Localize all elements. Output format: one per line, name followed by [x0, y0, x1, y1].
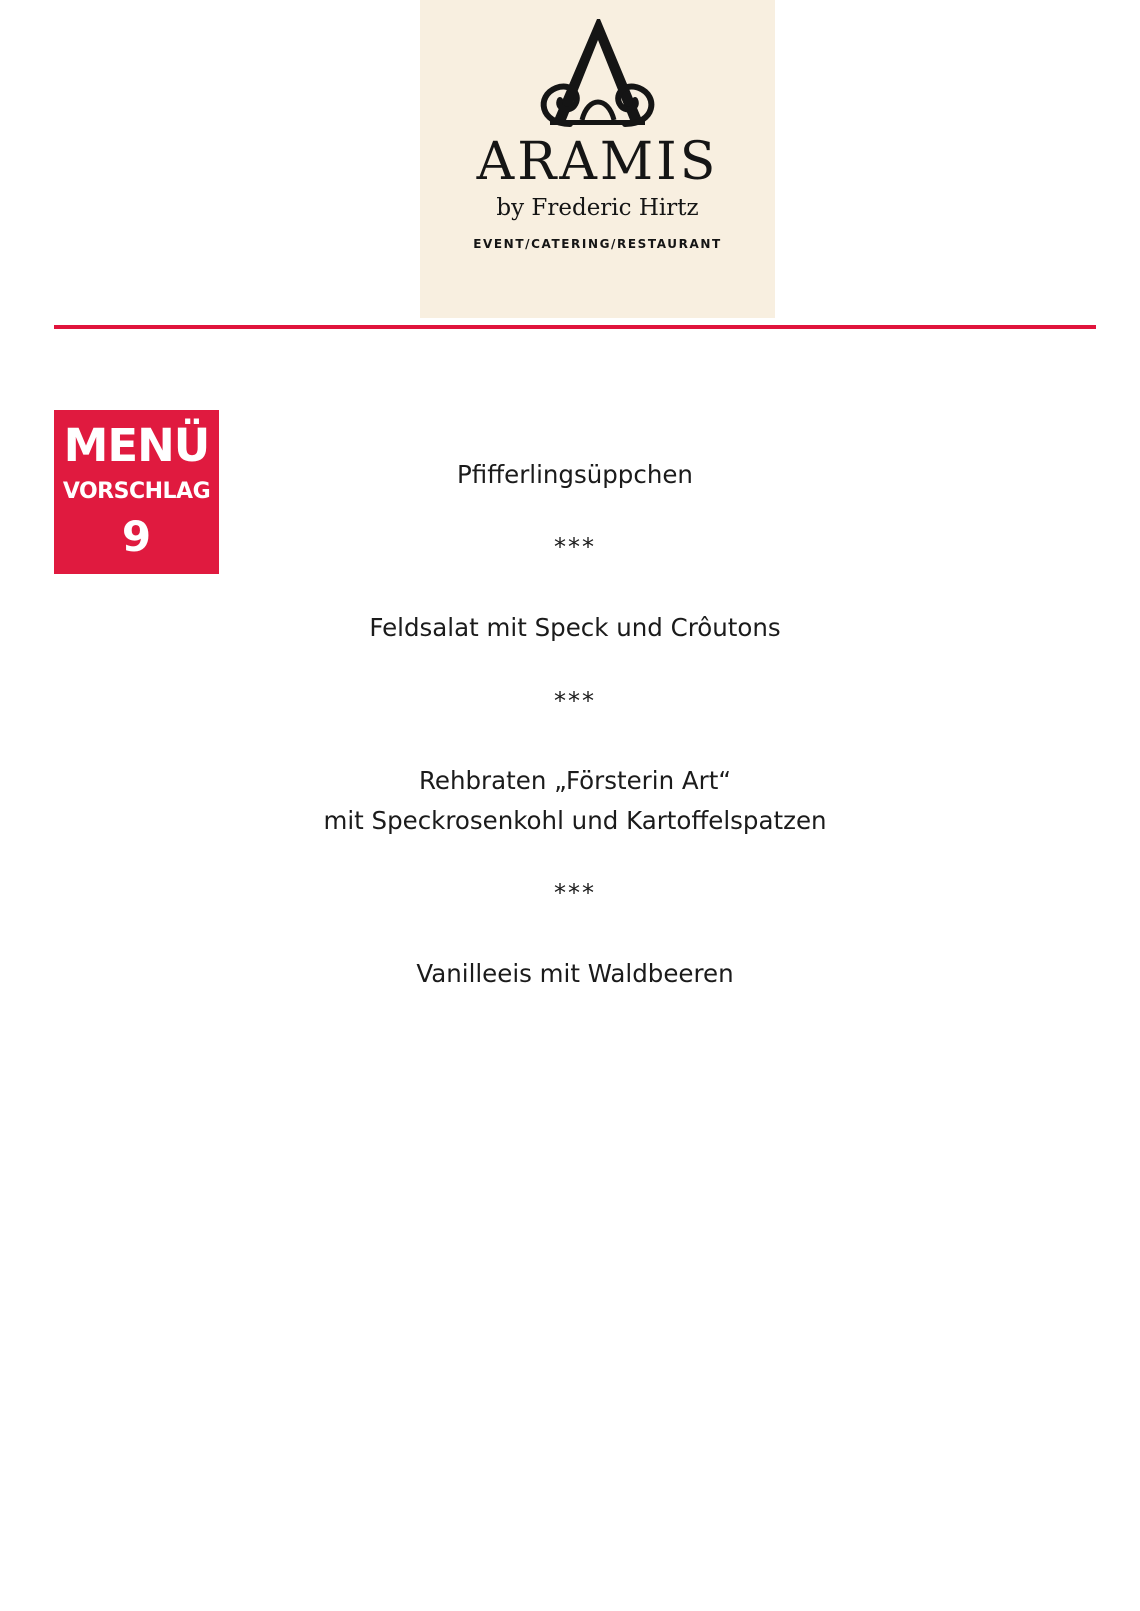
menu-course	[200, 608, 950, 648]
course-line: Feldsalat mit Speck und Crôutons	[369, 613, 781, 642]
course-separator: ***	[554, 687, 596, 715]
brand-name: ARAMIS	[476, 132, 719, 192]
course-line: Vanilleeis mit Waldbeeren	[416, 959, 734, 988]
logo-panel	[420, 0, 775, 318]
menu-course	[200, 455, 950, 495]
aramis-monogram-icon	[530, 16, 665, 131]
menu-badge	[54, 410, 219, 574]
menu-course	[200, 954, 950, 994]
course-line: Rehbraten „Försterin Art“	[418, 766, 732, 795]
badge-number: 9	[121, 512, 152, 561]
course-line: mit Speckrosenkohl und Kartoffelspatzen	[323, 806, 827, 835]
menu-course	[200, 761, 950, 841]
badge-title: MENÜ	[63, 419, 210, 472]
course-line: Pfifferlingsüppchen	[457, 460, 693, 489]
brand-tagline: EVENT/CATERING/RESTAURANT	[473, 237, 722, 251]
course-separator: ***	[554, 533, 596, 561]
brand-subtitle: by Frederic Hirtz	[496, 195, 699, 221]
badge-subtitle: VORSCHLAG	[62, 479, 211, 504]
header-divider	[54, 325, 1096, 329]
course-separator: ***	[554, 879, 596, 907]
